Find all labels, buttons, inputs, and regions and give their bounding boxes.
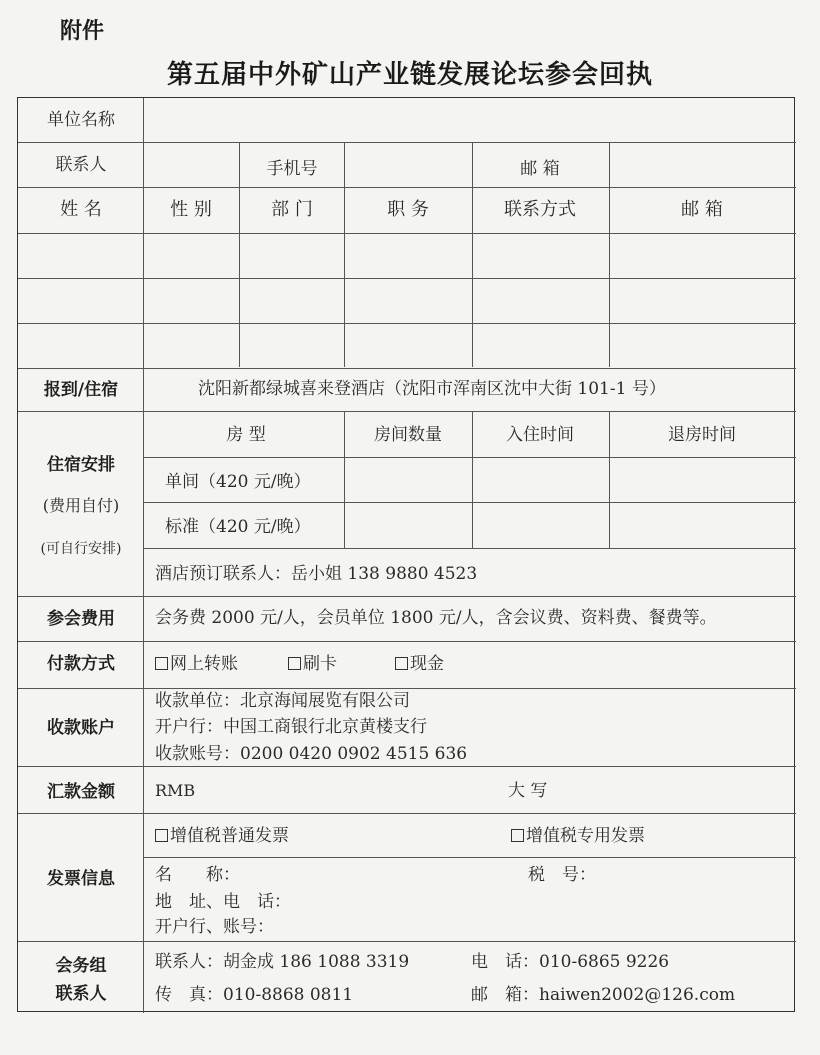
attachment-label: 附件 [60, 19, 105, 44]
room-count-header: 房间数量 [374, 425, 442, 445]
invoice-option-normal[interactable]: 增值税普通发票 [155, 825, 289, 847]
payment-option-online[interactable]: 网上转账 [155, 653, 238, 675]
room-single: 单间（420 元/晚） [165, 472, 311, 492]
payment-option-cash[interactable]: 现金 [395, 653, 444, 675]
header-email: 邮 箱 [681, 199, 723, 220]
invoice-bank-account-label: 开户行、账号： [155, 917, 274, 937]
payment-option-card[interactable]: 刷卡 [288, 653, 337, 675]
lodging-label: 住宿安排 [47, 455, 115, 475]
invoice-address-phone-label: 地 址、电 话： [155, 892, 291, 912]
header-position: 职 务 [387, 199, 429, 220]
remit-amount-label: 汇款金额 [47, 782, 115, 802]
checkbox-icon[interactable] [155, 657, 168, 670]
checkbox-icon[interactable] [395, 657, 408, 670]
organizer-email: 邮 箱：haiwen2002@126.com [471, 985, 736, 1005]
checkbox-icon[interactable] [155, 829, 168, 842]
remit-currency: RMB [155, 781, 196, 800]
unit-name-label: 单位名称 [47, 110, 115, 130]
organizer-label-line2: 联系人 [55, 984, 107, 1004]
invoice-option-special[interactable]: 增值税专用发票 [511, 825, 645, 847]
checkin-hotel: 沈阳新都绿城喜来登酒店（沈阳市浑南区沈中大街 101-1 号） [198, 379, 666, 399]
checkbox-icon[interactable] [511, 829, 524, 842]
lodging-note-self-pay: (费用自付) [42, 496, 120, 515]
lodging-note-self-arrange: (可自行安排) [40, 541, 122, 557]
fee-label: 参会费用 [47, 609, 115, 629]
payment-method-label: 付款方式 [47, 654, 115, 674]
invoice-company-name-label: 名 称： [155, 865, 240, 885]
header-department: 部 门 [271, 199, 313, 220]
remit-capital-label: 大 写 [508, 781, 548, 801]
invoice-label: 发票信息 [47, 869, 115, 889]
header-name: 姓 名 [60, 199, 102, 220]
payee-account-number: 收款账号：0200 0420 0902 4515 636 [155, 744, 468, 764]
registration-form-table [17, 97, 795, 1012]
contact-person-label: 联系人 [55, 155, 107, 175]
header-contact: 联系方式 [504, 199, 576, 220]
account-label: 收款账户 [47, 718, 115, 738]
room-standard: 标准（420 元/晚） [165, 517, 311, 537]
payee-name: 收款单位：北京海闻展览有限公司 [155, 691, 410, 711]
checkin-time-header: 入住时间 [506, 425, 574, 445]
organizer-contact: 联系人：胡金成 186 1088 3319 [155, 952, 410, 972]
organizer-label-line1: 会务组 [55, 956, 107, 976]
email-label: 邮 箱 [520, 159, 560, 179]
mobile-label: 手机号 [266, 159, 318, 179]
organizer-fax: 传 真：010-8868 0811 [155, 985, 354, 1005]
checkbox-icon[interactable] [288, 657, 301, 670]
payee-bank: 开户行：中国工商银行北京黄楼支行 [155, 717, 427, 737]
checkout-time-header: 退房时间 [668, 425, 736, 445]
checkin-label: 报到/住宿 [43, 380, 119, 400]
organizer-phone: 电 话：010-6865 9226 [471, 952, 670, 972]
room-type-header: 房 型 [226, 425, 266, 445]
hotel-booking-contact: 酒店预订联系人：岳小姐 138 9880 4523 [155, 564, 478, 584]
page-title: 第五届中外矿山产业链发展论坛参会回执 [166, 60, 653, 90]
fee-details: 会务费 2000 元/人，会员单位 1800 元/人，含会议费、资料费、餐费等。 [155, 608, 717, 628]
invoice-tax-number-label: 税 号： [528, 865, 596, 885]
header-gender: 性 别 [170, 199, 212, 220]
